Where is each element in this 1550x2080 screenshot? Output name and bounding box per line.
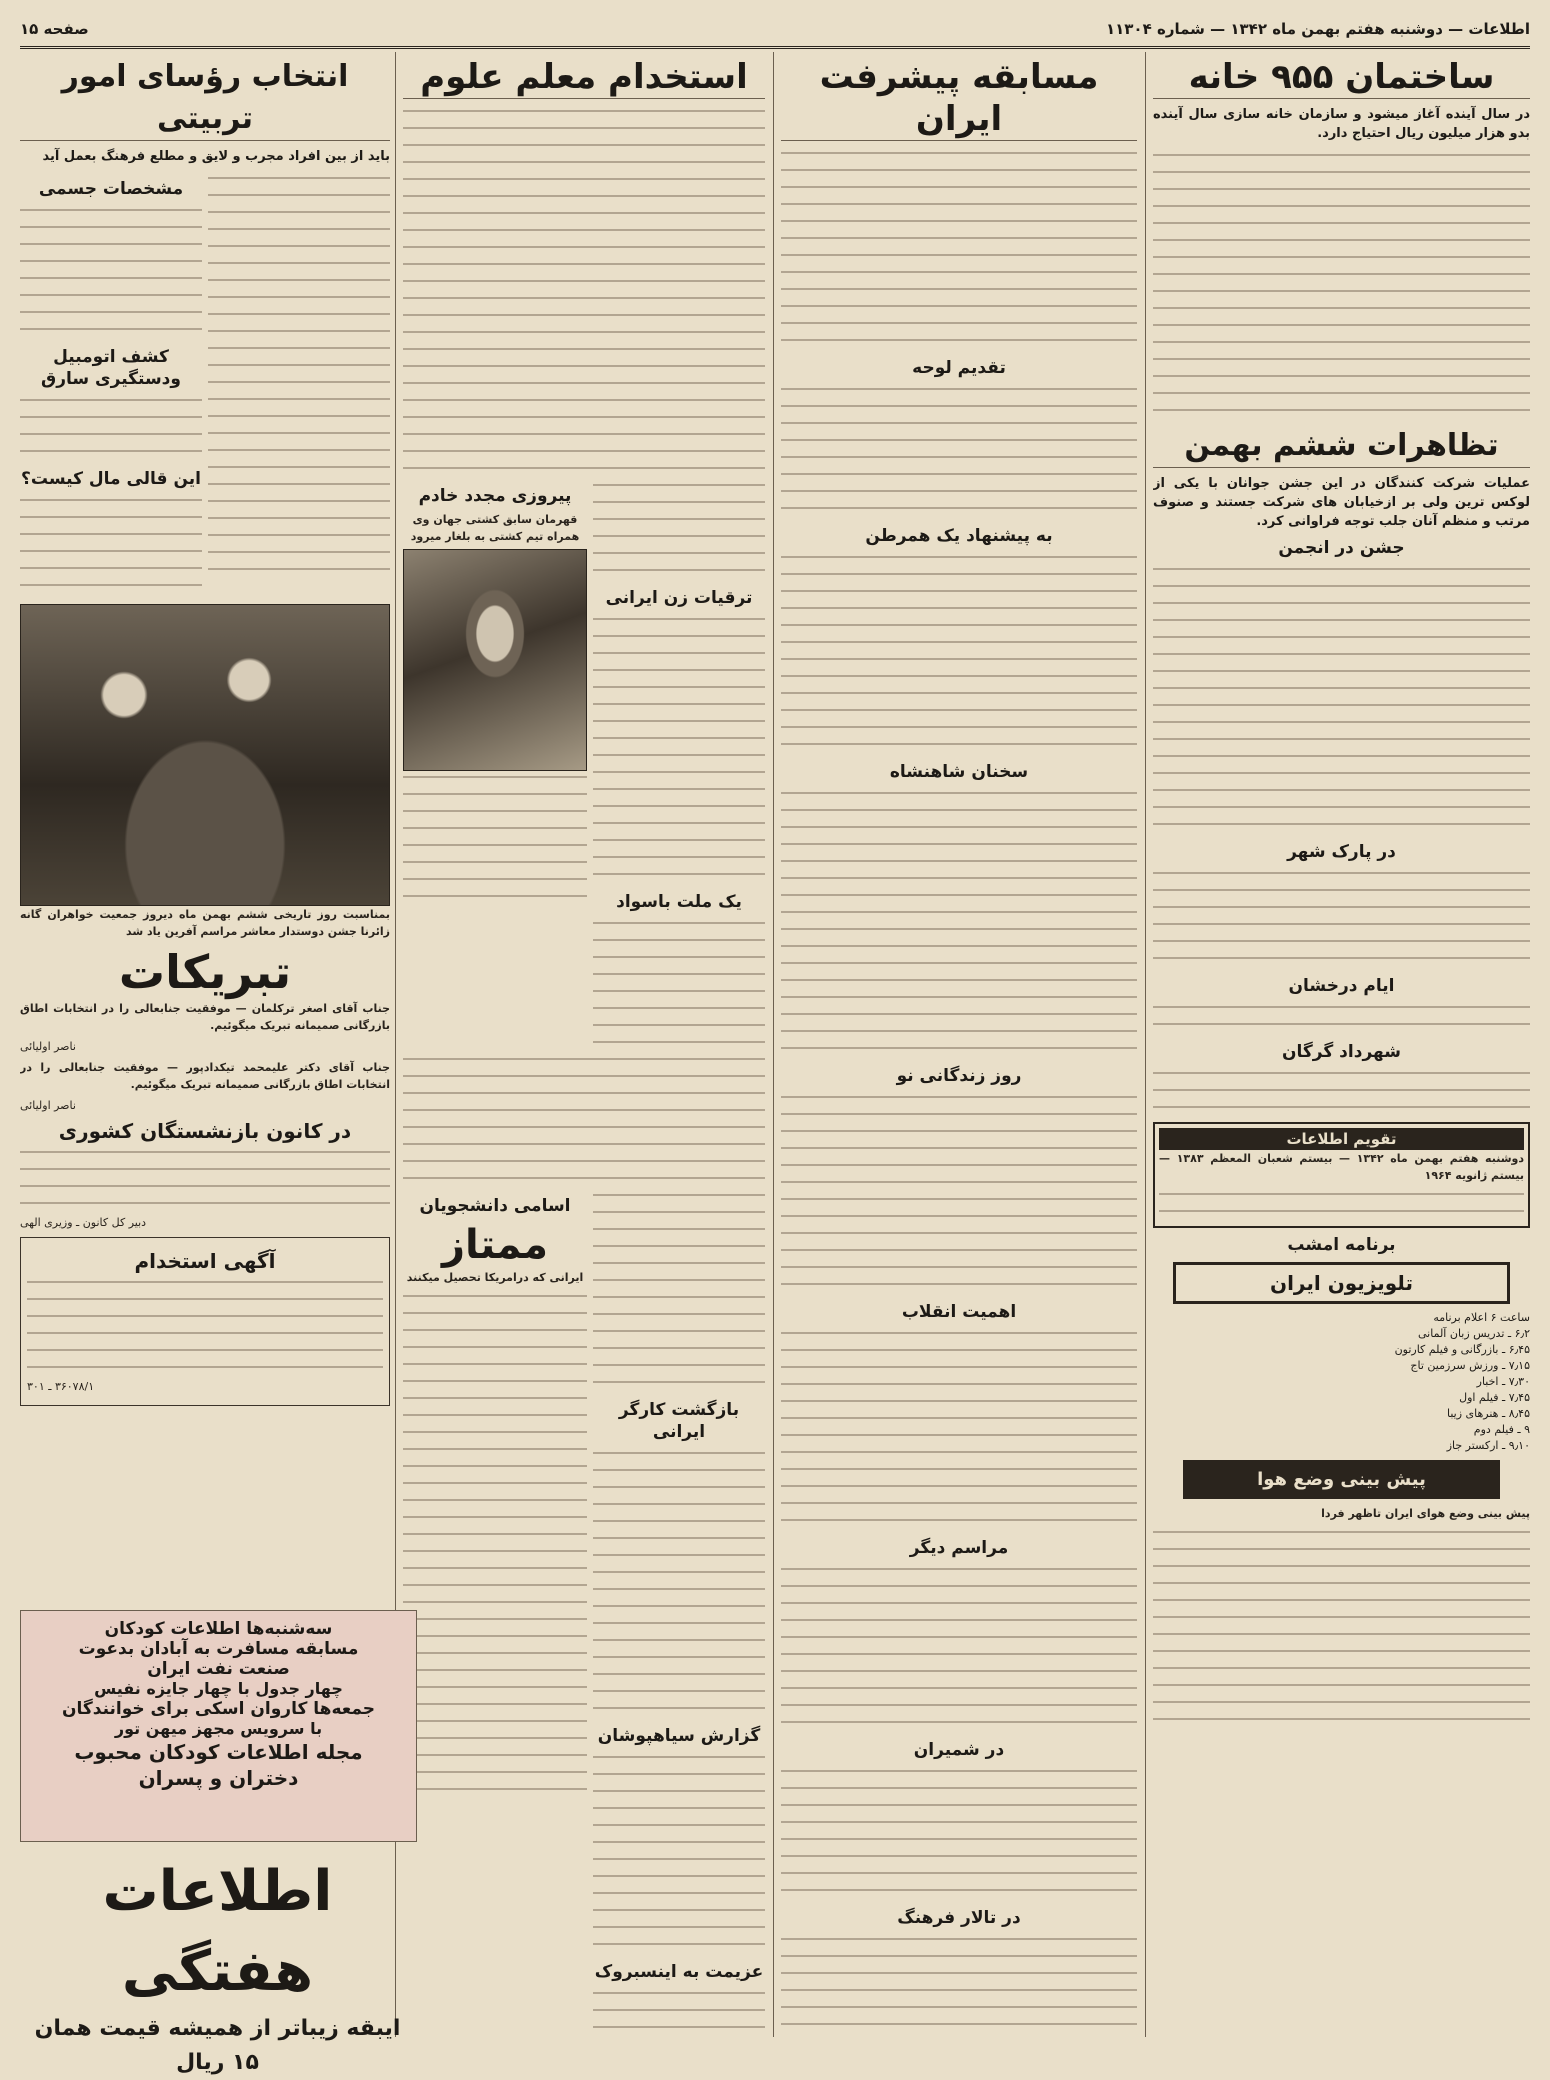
kids-line-7: مجله اطلاعات کودکان محبوب [74,1740,363,1764]
column-education-heads [20,52,390,1607]
headline-bahman-demonstrations: تظاهرات ششم بهمن [1153,425,1530,468]
column-rule [773,52,774,2037]
article-body [1153,867,1530,969]
subhead-suggestion: به پیشنهاد یک همرطن [865,526,1053,546]
congrats-1-signature: ناصر اولیائی [20,1040,76,1053]
employment-ad-title: آگهی استخدام [134,1249,276,1273]
congrats-1: جناب آقای اصغر ترکلمان — موفقیت جنابعالی را در انتخابات اطاق بازرگانی صمیمانه تبریک میگوئیم. [20,1002,390,1032]
calendar-date: دوشنبه هفتم بهمن ماه ۱۳۴۲ — بیستم شعبان المعظم ۱۳۸۳ — بیستم ژانویه ۱۹۶۴ [1159,1152,1524,1182]
calendar-box [1153,1122,1530,1228]
tv-program-item: ۹٫۱۰ ـ ارکستر جاز [1446,1439,1530,1452]
congrats-2: جناب آقای دکتر علیمحمد تیکدادپور — موفقیت جنابعالی را در انتخابات اطاق بازرگانی صمیمانه تبریک میگوئیم. [20,1061,390,1091]
masthead-page-number: صفحه ۱۵ [20,20,89,38]
kids-line-1: سه‌شنبه‌ها اطلاعات کودکان [104,1619,333,1639]
kids-line-3: صنعت نفت ایران [147,1659,290,1679]
subhead-plaque: تقدیم لوحه [912,358,1006,378]
subhead-women-progress: ترقیات زن ایرانی [605,588,753,608]
tv-program-item: ۶٫۲ ـ تدریس زبان آلمانی [1418,1327,1530,1340]
tv-program-list [1153,1310,1530,1454]
retired-center-title: در کانون بازنشستگان کشوری [58,1119,352,1143]
ceremony-photo [20,604,390,906]
subhead-innsbruck: عزیمت به اینسبروک [594,1962,764,1982]
wrestler-block [403,479,765,1053]
headline-education-heads: انتخاب رؤسای امور تربیتی [20,56,390,141]
kids-line-2: مسابقه مسافرت به آبادان بدعوت [78,1639,359,1659]
tv-program-item: ۷٫۱۵ ـ ورزش سرزمین تاج [1410,1359,1530,1372]
tv-program-item: ۷٫۳۰ ـ اخبار [1476,1375,1530,1388]
subhead-culture-hall: در تالار فرهنگ [897,1908,1021,1928]
kids-line-4: چهار جدول با چهار جایزه نفیس [94,1679,343,1698]
tv-program-item: ۶٫۴۵ ـ بازرگانی و فیلم کارتون [1394,1343,1530,1356]
masthead [20,12,1530,49]
calendar-title: تقویم اطلاعات [1159,1128,1524,1150]
retired-signature: دبیر کل کانون ـ وزیری الهی [20,1216,147,1229]
column-housing [1153,52,1530,2037]
weekly-title: اطلاعات هفتگی [102,1859,333,2004]
congrats-2-signature: ناصر اولیائی [20,1099,76,1112]
weather-logo: پیش بینی وضع هوا [1183,1460,1500,1499]
column-progress-contest [781,52,1137,2037]
weekly-subtitle: ایبقه زیباتر از همیشه قیمت همان ۱۵ ریال [34,2016,401,2075]
subhead-city-park: در پارک شهر [1287,842,1396,862]
subhead-worker-return: بازگشت کارگر ایرانی [618,1400,740,1442]
headline-progress-contest: مسابقه پیشرفت ایران [781,56,1137,141]
tv-program-item: ۹ ـ فیلم دوم [1473,1423,1530,1436]
weather-lead: پیش بینی وضع هوای ایران تاظهر فردا [1321,1507,1530,1520]
headline-housing: ساختمان ۹۵۵ خانه [1153,56,1530,99]
column-science-teacher [403,52,765,2037]
subhead-khadem: پیروزی مجدد خادم [418,486,572,506]
subhead-shemiran: در شمیران [913,1740,1005,1760]
tv-logo: تلویزیون ایران [1173,1262,1510,1304]
subhead-bright-days: ایام درخشان [1288,976,1395,996]
subhead-shah-speech: سخنان شاهنشاه [889,762,1029,782]
students-big-word: ممتاز [442,1222,548,1268]
subhead-celebration: جشن در انجمن [1278,538,1405,558]
masthead-paper: اطلاعات — دوشنبه هفتم بهمن ماه ۱۳۴۲ — شماره ۱۱۳۰۴ [1105,20,1530,38]
students-lead: ایرانی که درامریکا تحصیل میکنند [406,1271,584,1284]
subhead-other-ceremony: مراسم دیگر [909,1538,1009,1558]
lead-housing: در سال آینده آغاز میشود و سازمان خانه سازی سال آینده بدو هزار میلیون ریال احتیاج دارد. [1153,107,1530,141]
subhead-students: اسامی دانشجویان [419,1196,571,1216]
photo-caption: بمناسبت روز تاریخی ششم بهمن ماه دیروز جمعیت خواهران گانه زائرنا جشن دوستدار معاشر مراسم آفرین یاد شد [20,908,390,938]
subhead-new-life: روز زندگانی نو [896,1066,1022,1086]
subhead-revolution: اهمیت انقلاب [901,1302,1017,1322]
khadem-lead: قهرمان سابق کشتی جهان وی همراه تیم کشتی به بلغار میرود [410,513,580,543]
article-body [1153,563,1530,835]
subhead-car-thief: کشف اتومبیل ودستگیری سارق [41,347,181,389]
wrestler-photo [403,549,587,771]
article-body [1153,149,1530,421]
lead-education: باید از بین افراد مجرب و لایق و مطلع فرهنگ بعمل آید [42,149,390,164]
tv-program-item: ۷٫۴۵ ـ فیلم اول [1459,1391,1530,1404]
kids-magazine-ad [20,1610,417,1842]
subhead-carpet: این قالی مال کیست؟ [20,469,201,489]
weekly-magazine-ad [20,1842,415,2075]
congrats-title: تبریکات [118,945,292,999]
headline-science-teacher: استخدام معلم علوم [403,56,765,99]
kids-line-5: جمعه‌ها کاروان اسکی برای خوانندگان [61,1699,375,1719]
subhead-report: گزارش سیاهپوشان [597,1726,761,1746]
kids-line-8: دختران و پسران [138,1766,299,1790]
kids-line-6: با سرویس مجهز میهن تور [114,1719,323,1738]
lead-bahman: عملیات شرکت کنندگان در این جشن جوانان با یکی از لوکس ترین ولی بر ازخیابان های شرکت جستند و صنوف مرتب و منظم آنان جلب توجه فراوانی کرد. [1153,476,1530,529]
employment-ad [20,1237,390,1406]
subhead-physical: مشخصات جسمی [38,179,184,199]
tv-program-item: ۸٫۴۵ ـ هنرهای زیبا [1446,1407,1530,1420]
column-rule [1145,52,1146,2037]
subhead-gorgan-mayor: شهرداد گرگان [1282,1042,1401,1062]
tv-program-item: ساعت ۶ اعلام برنامه [1433,1311,1530,1324]
employment-ad-ref: ۳۶۰۷۸/۱ ـ ۳۰۱ [27,1380,95,1393]
tv-program-heading: برنامه امشب [1287,1235,1396,1255]
subhead-literate-nation: یک ملت باسواد [616,892,742,912]
